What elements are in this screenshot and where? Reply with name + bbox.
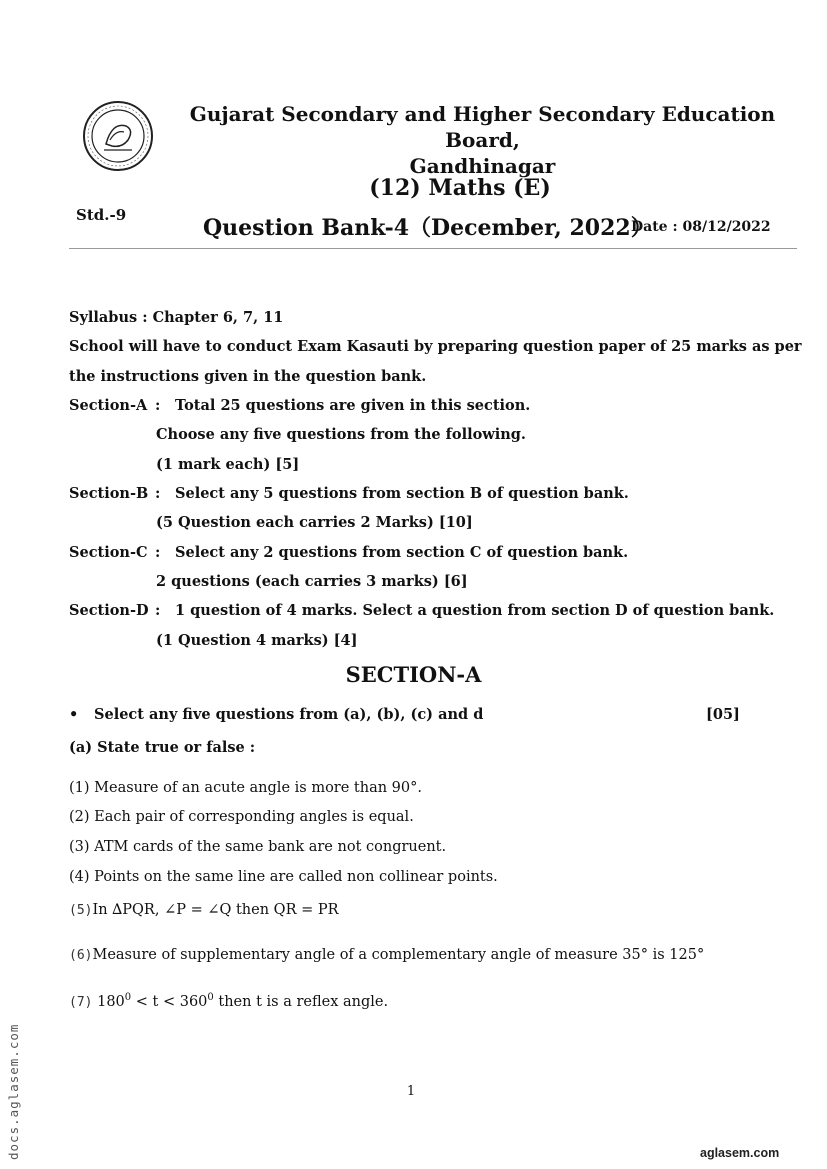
section-rule-text: Select any 5 questions from section B of question bank. [175, 485, 629, 502]
section-rule-text: 1 question of 4 marks. Select a question from section D of question bank. [175, 602, 775, 619]
section-a-heading: SECTION-A [345, 662, 482, 687]
question-7 [69, 992, 388, 1010]
section-label: Section-D [69, 602, 149, 619]
board-name [160, 101, 805, 179]
site-footer-link[interactable]: aglasem.com [700, 1146, 780, 1160]
section-colon: : [155, 485, 161, 502]
question-text-c: then t is a reflex angle. [213, 993, 389, 1010]
section-d-rule-line2: (1 Question 4 marks) [4] [156, 632, 358, 649]
section-a-rule-line3: (1 mark each) [5] [156, 456, 300, 473]
section-b-rule [69, 485, 629, 502]
section-rule-text: Total 25 questions are given in this section. [175, 397, 531, 414]
section-a-instruction [69, 706, 483, 723]
question-text: In ∆PQR, ∠P = ∠Q then QR = PR [92, 902, 339, 918]
section-label: Section-C [69, 544, 148, 561]
question-text-a: 180 [97, 993, 125, 1010]
section-colon: : [155, 397, 161, 414]
superscript-zero: 0 [207, 992, 214, 1003]
syllabus-line: Syllabus : Chapter 6, 7, 11 [69, 309, 284, 326]
board-name-line2: Gandhinagar [409, 154, 556, 178]
side-watermark: docs.aglasem.com [6, 1023, 21, 1160]
question-text: Measure of supplementary angle of a complementary angle of measure 35° is 125° [92, 947, 705, 963]
section-b-rule-line2: (5 Question each carries 2 Marks) [10] [156, 514, 473, 531]
section-colon: : [155, 544, 161, 561]
question-5 [69, 902, 339, 918]
board-name-line1: Gujarat Secondary and Higher Secondary Education Board, [189, 102, 776, 152]
question-6 [69, 947, 704, 963]
question-text-b: < t < 360 [131, 993, 208, 1010]
bullet-icon: • [69, 706, 79, 723]
section-c-rule-line2: 2 questions (each carries 3 marks) [6] [156, 573, 468, 590]
question-number: (6) [69, 948, 93, 963]
intro-line-2: the instructions given in the question bank. [69, 368, 427, 385]
question-number: (5) [69, 903, 93, 918]
question-1: (1) Measure of an acute angle is more than 90°. [69, 780, 422, 796]
superscript-zero: 0 [124, 992, 132, 1003]
page-number: 1 [406, 1084, 416, 1099]
date-label: Date : 08/12/2022 [631, 219, 771, 235]
question-number: (7) [69, 994, 93, 1010]
section-a-rule-line2: Choose any five questions from the following. [156, 426, 526, 443]
section-label: Section-A [69, 397, 148, 414]
section-label: Section-B [69, 485, 149, 502]
board-seal-logo [82, 100, 154, 172]
question-2: (2) Each pair of corresponding angles is equal. [69, 809, 414, 825]
header-divider [69, 248, 797, 249]
subject-title: (12) Maths (E) [369, 175, 551, 201]
question-4: (4) Points on the same line are called non collinear points. [69, 869, 498, 885]
standard-label: Std.-9 [76, 206, 127, 224]
question-3: (3) ATM cards of the same bank are not congruent. [69, 839, 447, 855]
section-colon: : [155, 602, 161, 619]
intro-line-1: School will have to conduct Exam Kasauti by preparing question paper of 25 marks as per [69, 338, 802, 355]
section-a-marks: [05] [706, 706, 740, 723]
section-c-rule [69, 544, 628, 561]
instruction-text: Select any five questions from (a), (b), (c) and d [94, 706, 484, 723]
section-d-rule [69, 602, 774, 619]
question-bank-title: Question Bank-4（December, 2022） [203, 215, 653, 241]
section-a-rule [69, 397, 530, 414]
section-rule-text: Select any 2 questions from section C of question bank. [175, 544, 629, 561]
part-a-title: (a) State true or false : [69, 739, 256, 756]
